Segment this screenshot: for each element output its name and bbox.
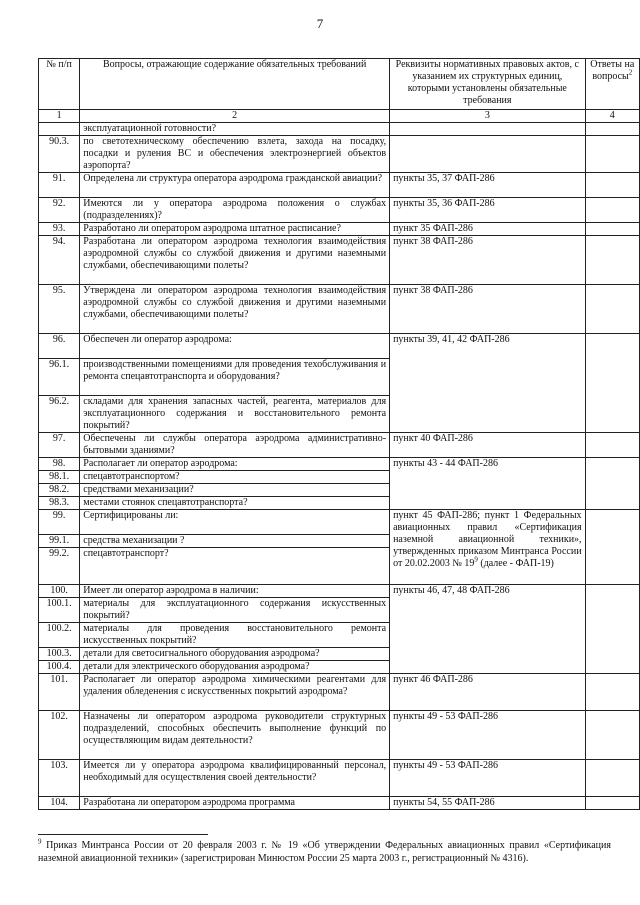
row-requisite: пункт 38 ФАП-286	[390, 236, 585, 285]
row-answer[interactable]	[585, 236, 639, 285]
requisite-fap-19-text: пункт 45 ФАП-286; пункт 1 Федеральных авиационных правил «Сертификация наземной авиационной техники», утвержденных приказом Минтранса России от 20.02.2003 № 19	[393, 510, 582, 569]
row-number: 100.4.	[39, 661, 80, 674]
row-number: 92.	[39, 198, 80, 223]
column-number: 3	[390, 110, 585, 123]
footnote-mark: 9	[38, 837, 42, 846]
row-number: 99.	[39, 510, 80, 535]
table-row	[39, 433, 640, 458]
column-number-row	[39, 110, 640, 123]
table-header-row	[39, 59, 640, 110]
row-number	[39, 123, 80, 136]
row-answer[interactable]	[585, 334, 639, 433]
row-number: 99.2.	[39, 548, 80, 585]
requisite-fap-19-tail: (далее - ФАП-19)	[477, 558, 554, 569]
row-answer[interactable]	[585, 123, 639, 136]
row-number: 100.3.	[39, 648, 80, 661]
row-answer[interactable]	[585, 198, 639, 223]
row-requisite: пункты 39, 41, 42 ФАП-286	[390, 334, 585, 433]
table-row	[39, 585, 640, 598]
header-answers	[585, 59, 639, 110]
row-number: 98.1.	[39, 471, 80, 484]
table-row	[39, 136, 640, 173]
row-answer[interactable]	[585, 173, 639, 198]
footnote-text: Приказ Минтранса России от 20 февраля 2003 г. № 19 «Об утверждении Федеральных авиационных правил «Сертификация наземной авиационной техники» (зарегистрирован Минюстом России 25 марта 2003 г., регистрационный № 4316).	[38, 840, 611, 864]
row-question: Располагает ли оператор аэродрома химическими реагентами для удаления обледенения с искусственных покрытий аэродрома?	[80, 674, 390, 711]
row-answer[interactable]	[585, 136, 639, 173]
footnote-mark: 9	[474, 555, 478, 564]
row-number: 98.2.	[39, 484, 80, 497]
row-question: Разработана ли оператором аэродрома программа	[80, 797, 390, 810]
table-row	[39, 285, 640, 334]
table-row	[39, 236, 640, 285]
row-number: 93.	[39, 223, 80, 236]
row-number: 103.	[39, 760, 80, 797]
row-question: Имеются ли у оператора аэродрома положения о службах (подразделениях)?	[80, 198, 390, 223]
row-requisite: пункты 35, 37 ФАП-286	[390, 173, 585, 198]
row-question: Располагает ли оператор аэродрома:	[80, 458, 390, 471]
row-requisite	[390, 123, 585, 136]
row-question: Утверждена ли оператором аэродрома технология взаимодействия аэродромной службы со службой движения и другими наземными службами, обеспечивающими полеты?	[80, 285, 390, 334]
row-answer[interactable]	[585, 433, 639, 458]
row-question: Обеспечены ли службы оператора аэродрома административно-бытовыми зданиями?	[80, 433, 390, 458]
row-answer[interactable]	[585, 223, 639, 236]
row-requisite: пункты 35, 36 ФАП-286	[390, 198, 585, 223]
row-answer[interactable]	[585, 797, 639, 810]
footnote-separator	[38, 834, 208, 835]
table-row	[39, 223, 640, 236]
row-question: производственными помещениями для проведения техобслуживания и ремонта спецавтотранспорта и оборудования?	[80, 359, 390, 396]
row-answer[interactable]	[585, 674, 639, 711]
row-number: 104.	[39, 797, 80, 810]
row-question: материалы для эксплуатационного содержания искусственных покрытий?	[80, 598, 390, 623]
row-question: спецавтотранспорт?	[80, 548, 390, 585]
row-answer[interactable]	[585, 711, 639, 760]
table-row	[39, 510, 640, 535]
row-question: Сертифицированы ли:	[80, 510, 390, 535]
row-answer[interactable]	[585, 510, 639, 585]
row-number: 98.	[39, 458, 80, 471]
row-requisite: пункты 49 - 53 ФАП-286	[390, 760, 585, 797]
row-number: 99.1.	[39, 535, 80, 548]
header-requisites: Реквизиты нормативных правовых актов, с указанием их структурных единиц, которыми установлены обязательные требования	[390, 59, 585, 110]
row-number: 96.2.	[39, 396, 80, 433]
row-requisite	[390, 510, 585, 585]
column-number: 4	[585, 110, 639, 123]
row-answer[interactable]	[585, 585, 639, 674]
row-question: эксплуатационной готовности?	[80, 123, 390, 136]
row-question: детали для электрического оборудования аэродрома?	[80, 661, 390, 674]
row-number: 100.2.	[39, 623, 80, 648]
table-row	[39, 760, 640, 797]
column-number: 1	[39, 110, 80, 123]
header-answers-footnote-mark: 2	[628, 68, 633, 77]
row-number: 98.3.	[39, 497, 80, 510]
row-number: 100.	[39, 585, 80, 598]
row-number: 94.	[39, 236, 80, 285]
header-answers-text: Ответы на вопросы	[590, 59, 635, 82]
row-question: средства механизации ?	[80, 535, 390, 548]
row-number: 100.1.	[39, 598, 80, 623]
row-number: 96.	[39, 334, 80, 359]
requirements-table	[38, 58, 640, 810]
row-number: 102.	[39, 711, 80, 760]
row-number: 91.	[39, 173, 80, 198]
table-row	[39, 674, 640, 711]
row-question: Имеет ли оператор аэродрома в наличии:	[80, 585, 390, 598]
row-question: спецавтотранспортом?	[80, 471, 390, 484]
row-requisite: пункты 43 - 44 ФАП-286	[390, 458, 585, 510]
row-question: складами для хранения запасных частей, реагента, материалов для эксплуатационного содержания и восстановительного ремонта покрытий?	[80, 396, 390, 433]
column-number: 2	[80, 110, 390, 123]
row-question: Имеется ли у оператора аэродрома квалифицированный персонал, необходимый для осуществления своей деятельности?	[80, 760, 390, 797]
table-row	[39, 123, 640, 136]
table-row	[39, 711, 640, 760]
row-requisite: пункты 46, 47, 48 ФАП-286	[390, 585, 585, 674]
page-number: 7	[316, 16, 324, 31]
row-requisite	[390, 136, 585, 173]
header-questions: Вопросы, отражающие содержание обязательных требований	[80, 59, 390, 110]
table-row	[39, 334, 640, 359]
row-question: Обеспечен ли оператор аэродрома:	[80, 334, 390, 359]
row-number: 95.	[39, 285, 80, 334]
row-requisite: пункт 35 ФАП-286	[390, 223, 585, 236]
row-requisite: пункты 49 - 53 ФАП-286	[390, 711, 585, 760]
row-question: Определена ли структура оператора аэродрома гражданской авиации?	[80, 173, 390, 198]
row-question: средствами механизации?	[80, 484, 390, 497]
row-question: по светотехническому обеспечению взлета, захода на посадку, посадки и руления ВС и обеспечения электроэнергией объектов аэропорта?	[80, 136, 390, 173]
row-requisite: пункт 46 ФАП-286	[390, 674, 585, 711]
row-answer[interactable]	[585, 760, 639, 797]
table-row	[39, 173, 640, 198]
footnote	[38, 837, 611, 865]
row-number: 96.1.	[39, 359, 80, 396]
row-question: материалы для проведения восстановительного ремонта искусственных покрытий?	[80, 623, 390, 648]
row-answer[interactable]	[585, 458, 639, 510]
row-question: детали для светосигнального оборудования аэродрома?	[80, 648, 390, 661]
row-question: Разработано ли оператором аэродрома штатное расписание?	[80, 223, 390, 236]
row-question: местами стоянок спецавтотранспорта?	[80, 497, 390, 510]
table-row	[39, 198, 640, 223]
row-requisite: пункты 54, 55 ФАП-286	[390, 797, 585, 810]
table-row	[39, 458, 640, 471]
row-number: 101.	[39, 674, 80, 711]
row-question: Назначены ли оператором аэродрома руководители структурных подразделений, способных обеспечить выполнение функций по осуществляющим видам деятельности?	[80, 711, 390, 760]
row-answer[interactable]	[585, 285, 639, 334]
row-question: Разработана ли оператором аэродрома технология взаимодействия аэродромной службы со службой движения и другими наземными службами, обеспечивающими полеты?	[80, 236, 390, 285]
header-number: № п/п	[39, 59, 80, 110]
row-number: 97.	[39, 433, 80, 458]
table-row	[39, 797, 640, 810]
row-requisite: пункт 40 ФАП-286	[390, 433, 585, 458]
row-requisite: пункт 38 ФАП-286	[390, 285, 585, 334]
row-number: 90.3.	[39, 136, 80, 173]
